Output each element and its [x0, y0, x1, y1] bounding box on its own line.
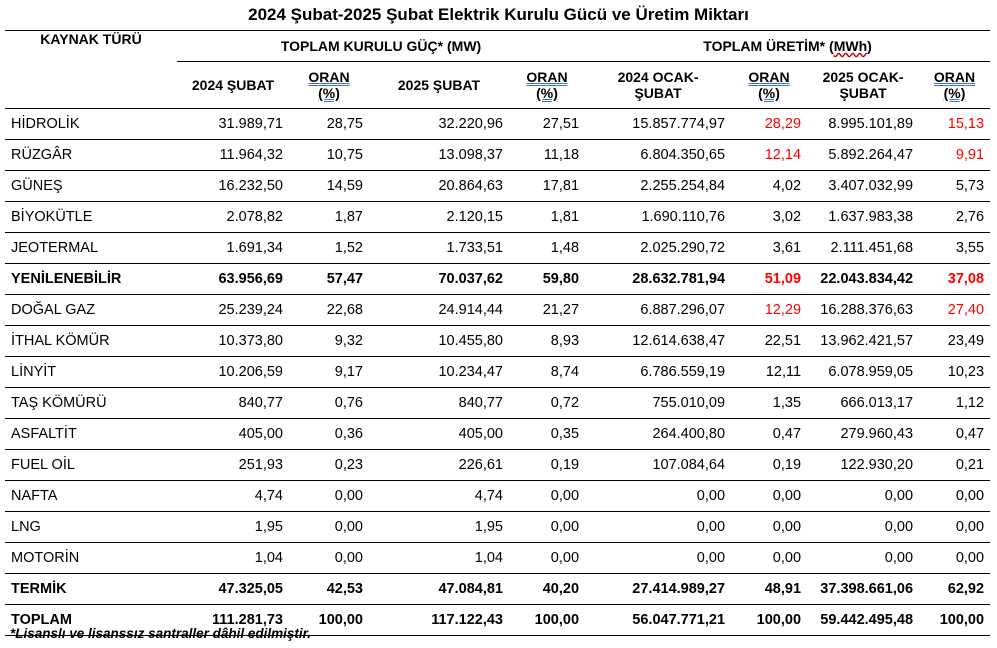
cell-2024-subat: 111.281,73 — [177, 605, 289, 636]
cell-kaynak: BİYOKÜTLE — [5, 202, 177, 233]
cell-2025-subat: 10.455,80 — [369, 326, 509, 357]
table-row — [5, 419, 990, 450]
header-group-capacity — [177, 31, 585, 62]
cell-oran-3: 0,19 — [731, 450, 807, 481]
cell-2025-subat: 2.120,15 — [369, 202, 509, 233]
header-oran-2 — [509, 62, 585, 109]
cell-2024-ocak-subat: 264.400,80 — [585, 419, 731, 450]
cell-oran-2: 27,51 — [509, 109, 585, 140]
cell-2025-ocak-subat: 2.111.451,68 — [807, 233, 919, 264]
cell-kaynak: TAŞ KÖMÜRÜ — [5, 388, 177, 419]
cell-oran-4: 27,40 — [919, 295, 990, 326]
cell-kaynak: ASFALTİT — [5, 419, 177, 450]
header-2025-subat: 2025 ŞUBAT — [397, 77, 481, 93]
cell-oran-2: 0,35 — [509, 419, 585, 450]
cell-oran-3: 28,29 — [731, 109, 807, 140]
cell-oran-3: 48,91 — [731, 574, 807, 605]
cell-oran-1: 28,75 — [289, 109, 369, 140]
header-production-unit: MWh — [833, 38, 868, 54]
table-row — [5, 450, 990, 481]
cell-oran-1: 0,00 — [289, 543, 369, 574]
cell-oran-2: 0,19 — [509, 450, 585, 481]
cell-kaynak: MOTORİN — [5, 543, 177, 574]
cell-oran-3: 12,14 — [731, 140, 807, 171]
cell-2025-subat: 70.037,62 — [369, 264, 509, 295]
cell-kaynak: TERMİK — [5, 574, 177, 605]
cell-2025-ocak-subat: 16.288.376,63 — [807, 295, 919, 326]
cell-oran-4: 1,12 — [919, 388, 990, 419]
cell-2024-ocak-subat: 107.084,64 — [585, 450, 731, 481]
cell-oran-1: 0,23 — [289, 450, 369, 481]
cell-oran-2: 0,72 — [509, 388, 585, 419]
cell-oran-4: 0,00 — [919, 481, 990, 512]
table-row — [5, 357, 990, 388]
table-body — [5, 109, 990, 636]
cell-2025-subat: 32.220,96 — [369, 109, 509, 140]
cell-kaynak: LNG — [5, 512, 177, 543]
header-oran-4 — [919, 62, 990, 109]
cell-kaynak: GÜNEŞ — [5, 171, 177, 202]
cell-2025-ocak-subat: 122.930,20 — [807, 450, 919, 481]
footnote: *Lisanslı ve lisanssız santraller dâhil edilmiştir. — [10, 626, 311, 641]
cell-2025-ocak-subat: 1.637.983,38 — [807, 202, 919, 233]
cell-2024-ocak-subat: 6.804.350,65 — [585, 140, 731, 171]
table-row — [5, 388, 990, 419]
header-capacity-unit: MW — [451, 38, 477, 54]
cell-2024-subat: 1,04 — [177, 543, 289, 574]
cell-2025-subat: 117.122,43 — [369, 605, 509, 636]
header-kaynak: KAYNAK TÜRÜ — [5, 31, 177, 109]
cell-2024-subat: 405,00 — [177, 419, 289, 450]
cell-oran-1: 10,75 — [289, 140, 369, 171]
oran-unit: (%) — [536, 85, 558, 101]
table-row — [5, 140, 990, 171]
cell-2024-subat: 47.325,05 — [177, 574, 289, 605]
cell-2025-subat: 13.098,37 — [369, 140, 509, 171]
cell-2025-subat: 405,00 — [369, 419, 509, 450]
cell-2024-subat: 25.239,24 — [177, 295, 289, 326]
cell-2025-subat: 20.864,63 — [369, 171, 509, 202]
table-row — [5, 202, 990, 233]
cell-2025-subat: 1.733,51 — [369, 233, 509, 264]
header-oran-3 — [731, 62, 807, 109]
cell-kaynak: LİNYİT — [5, 357, 177, 388]
cell-2024-ocak-subat: 28.632.781,94 — [585, 264, 731, 295]
cell-oran-1: 0,36 — [289, 419, 369, 450]
cell-oran-3: 4,02 — [731, 171, 807, 202]
cell-2024-ocak-subat: 15.857.774,97 — [585, 109, 731, 140]
cell-oran-2: 0,00 — [509, 512, 585, 543]
cell-2024-subat: 1.691,34 — [177, 233, 289, 264]
page-title: 2024 Şubat-2025 Şubat Elektrik Kurulu Gücü ve Üretim Miktarı — [248, 5, 749, 24]
cell-2024-ocak-subat: 56.047.771,21 — [585, 605, 731, 636]
cell-oran-2: 100,00 — [509, 605, 585, 636]
cell-2025-ocak-subat: 0,00 — [807, 481, 919, 512]
cell-kaynak: NAFTA — [5, 481, 177, 512]
cell-oran-4: 0,00 — [919, 512, 990, 543]
table-header — [5, 31, 990, 109]
cell-2025-subat: 24.914,44 — [369, 295, 509, 326]
table-row — [5, 109, 990, 140]
cell-2025-subat: 1,04 — [369, 543, 509, 574]
cell-oran-1: 57,47 — [289, 264, 369, 295]
oran-label: ORAN — [526, 69, 568, 85]
table-row — [5, 171, 990, 202]
cell-2025-subat: 226,61 — [369, 450, 509, 481]
cell-2024-subat: 11.964,32 — [177, 140, 289, 171]
header-group-production — [585, 31, 990, 62]
cell-2025-subat: 47.084,81 — [369, 574, 509, 605]
cell-oran-3: 0,00 — [731, 481, 807, 512]
cell-2024-ocak-subat: 755.010,09 — [585, 388, 731, 419]
oran-label: ORAN — [308, 69, 350, 85]
cell-oran-3: 1,35 — [731, 388, 807, 419]
cell-oran-4: 5,73 — [919, 171, 990, 202]
cell-oran-2: 0,00 — [509, 481, 585, 512]
cell-oran-3: 22,51 — [731, 326, 807, 357]
cell-oran-4: 15,13 — [919, 109, 990, 140]
header-2024-subat: 2024 ŞUBAT — [191, 77, 275, 93]
cell-2024-ocak-subat: 0,00 — [585, 543, 731, 574]
cell-2025-ocak-subat: 22.043.834,42 — [807, 264, 919, 295]
cell-2025-ocak-subat: 6.078.959,05 — [807, 357, 919, 388]
cell-oran-4: 37,08 — [919, 264, 990, 295]
header-2024-prod-line2: ŞUBAT — [634, 85, 682, 101]
cell-2024-ocak-subat: 6.887.296,07 — [585, 295, 731, 326]
table-row — [5, 295, 990, 326]
cell-2024-subat: 10.206,59 — [177, 357, 289, 388]
cell-2025-ocak-subat: 13.962.421,57 — [807, 326, 919, 357]
cell-oran-3: 0,00 — [731, 543, 807, 574]
cell-2025-subat: 840,77 — [369, 388, 509, 419]
cell-2025-ocak-subat: 666.013,17 — [807, 388, 919, 419]
header-oran-1 — [289, 62, 369, 109]
header-2024-ocak-subat — [585, 62, 731, 109]
cell-2024-ocak-subat: 0,00 — [585, 481, 731, 512]
cell-oran-2: 59,80 — [509, 264, 585, 295]
cell-2024-ocak-subat: 6.786.559,19 — [585, 357, 731, 388]
header-2024-prod-line1: 2024 OCAK- — [617, 69, 699, 85]
cell-oran-1: 14,59 — [289, 171, 369, 202]
cell-oran-3: 0,47 — [731, 419, 807, 450]
table-row — [5, 574, 990, 605]
cell-oran-2: 11,18 — [509, 140, 585, 171]
cell-oran-2: 21,27 — [509, 295, 585, 326]
cell-2024-subat: 31.989,71 — [177, 109, 289, 140]
cell-oran-2: 1,48 — [509, 233, 585, 264]
table-row — [5, 264, 990, 295]
header-2025-prod-line1: 2025 OCAK- — [822, 69, 904, 85]
cell-oran-2: 8,93 — [509, 326, 585, 357]
cell-2024-subat: 2.078,82 — [177, 202, 289, 233]
cell-2024-subat: 63.956,69 — [177, 264, 289, 295]
cell-oran-3: 3,02 — [731, 202, 807, 233]
cell-oran-1: 22,68 — [289, 295, 369, 326]
cell-oran-4: 23,49 — [919, 326, 990, 357]
cell-oran-2: 17,81 — [509, 171, 585, 202]
cell-oran-4: 3,55 — [919, 233, 990, 264]
energy-table — [5, 30, 990, 636]
cell-oran-1: 1,52 — [289, 233, 369, 264]
table-row — [5, 233, 990, 264]
cell-oran-4: 100,00 — [919, 605, 990, 636]
cell-oran-1: 0,76 — [289, 388, 369, 419]
cell-2025-ocak-subat: 0,00 — [807, 512, 919, 543]
cell-kaynak: JEOTERMAL — [5, 233, 177, 264]
cell-kaynak: HİDROLİK — [5, 109, 177, 140]
header-2025-ocak-subat — [807, 62, 919, 109]
cell-2025-ocak-subat: 279.960,43 — [807, 419, 919, 450]
table-row — [5, 512, 990, 543]
cell-2024-subat: 1,95 — [177, 512, 289, 543]
cell-2025-ocak-subat: 37.398.661,06 — [807, 574, 919, 605]
header-2025-prod-line2: ŞUBAT — [839, 85, 887, 101]
header-capacity-pre: TOPLAM KURULU GÜÇ* ( — [280, 38, 452, 54]
cell-oran-1: 0,00 — [289, 512, 369, 543]
cell-oran-1: 42,53 — [289, 574, 369, 605]
cell-2025-subat: 1,95 — [369, 512, 509, 543]
table-row — [5, 481, 990, 512]
oran-unit: (%) — [758, 85, 780, 101]
cell-kaynak: İTHAL KÖMÜR — [5, 326, 177, 357]
cell-oran-4: 0,47 — [919, 419, 990, 450]
oran-label: ORAN — [748, 69, 790, 85]
cell-2025-ocak-subat: 5.892.264,47 — [807, 140, 919, 171]
cell-kaynak: FUEL OİL — [5, 450, 177, 481]
cell-2024-subat: 251,93 — [177, 450, 289, 481]
cell-oran-2: 0,00 — [509, 543, 585, 574]
cell-2025-subat: 4,74 — [369, 481, 509, 512]
cell-oran-1: 0,00 — [289, 481, 369, 512]
header-production-post: ) — [867, 38, 872, 54]
cell-2024-subat: 840,77 — [177, 388, 289, 419]
cell-oran-4: 2,76 — [919, 202, 990, 233]
cell-oran-3: 0,00 — [731, 512, 807, 543]
cell-oran-3: 3,61 — [731, 233, 807, 264]
cell-oran-2: 8,74 — [509, 357, 585, 388]
cell-oran-4: 62,92 — [919, 574, 990, 605]
cell-2025-ocak-subat: 8.995.101,89 — [807, 109, 919, 140]
cell-oran-1: 1,87 — [289, 202, 369, 233]
cell-oran-2: 1,81 — [509, 202, 585, 233]
cell-oran-1: 9,17 — [289, 357, 369, 388]
cell-2025-ocak-subat: 59.442.495,48 — [807, 605, 919, 636]
cell-oran-3: 12,11 — [731, 357, 807, 388]
table-row — [5, 326, 990, 357]
oran-label: ORAN — [933, 69, 976, 85]
cell-oran-1: 9,32 — [289, 326, 369, 357]
header-production-pre: TOPLAM ÜRETİM* ( — [703, 38, 834, 54]
header-capacity-post: ) — [476, 38, 482, 54]
cell-oran-3: 100,00 — [731, 605, 807, 636]
oran-unit: (%) — [943, 85, 966, 101]
cell-oran-3: 51,09 — [731, 264, 807, 295]
cell-2025-ocak-subat: 0,00 — [807, 543, 919, 574]
cell-2024-ocak-subat: 27.414.989,27 — [585, 574, 731, 605]
cell-oran-4: 9,91 — [919, 140, 990, 171]
cell-kaynak: DOĞAL GAZ — [5, 295, 177, 326]
table-row — [5, 543, 990, 574]
cell-2024-ocak-subat: 12.614.638,47 — [585, 326, 731, 357]
cell-oran-4: 10,23 — [919, 357, 990, 388]
cell-2024-ocak-subat: 2.255.254,84 — [585, 171, 731, 202]
cell-2024-subat: 16.232,50 — [177, 171, 289, 202]
cell-kaynak: YENİLENEBİLİR — [5, 264, 177, 295]
cell-2025-subat: 10.234,47 — [369, 357, 509, 388]
cell-2024-ocak-subat: 2.025.290,72 — [585, 233, 731, 264]
cell-2024-ocak-subat: 0,00 — [585, 512, 731, 543]
cell-2024-subat: 10.373,80 — [177, 326, 289, 357]
cell-kaynak: TOPLAM — [5, 605, 177, 636]
oran-unit: (%) — [318, 85, 340, 101]
cell-oran-1: 100,00 — [289, 605, 369, 636]
cell-2024-subat: 4,74 — [177, 481, 289, 512]
cell-oran-4: 0,21 — [919, 450, 990, 481]
cell-2024-ocak-subat: 1.690.110,76 — [585, 202, 731, 233]
cell-oran-3: 12,29 — [731, 295, 807, 326]
cell-kaynak: RÜZGÂR — [5, 140, 177, 171]
cell-oran-2: 40,20 — [509, 574, 585, 605]
cell-oran-4: 0,00 — [919, 543, 990, 574]
cell-2025-ocak-subat: 3.407.032,99 — [807, 171, 919, 202]
